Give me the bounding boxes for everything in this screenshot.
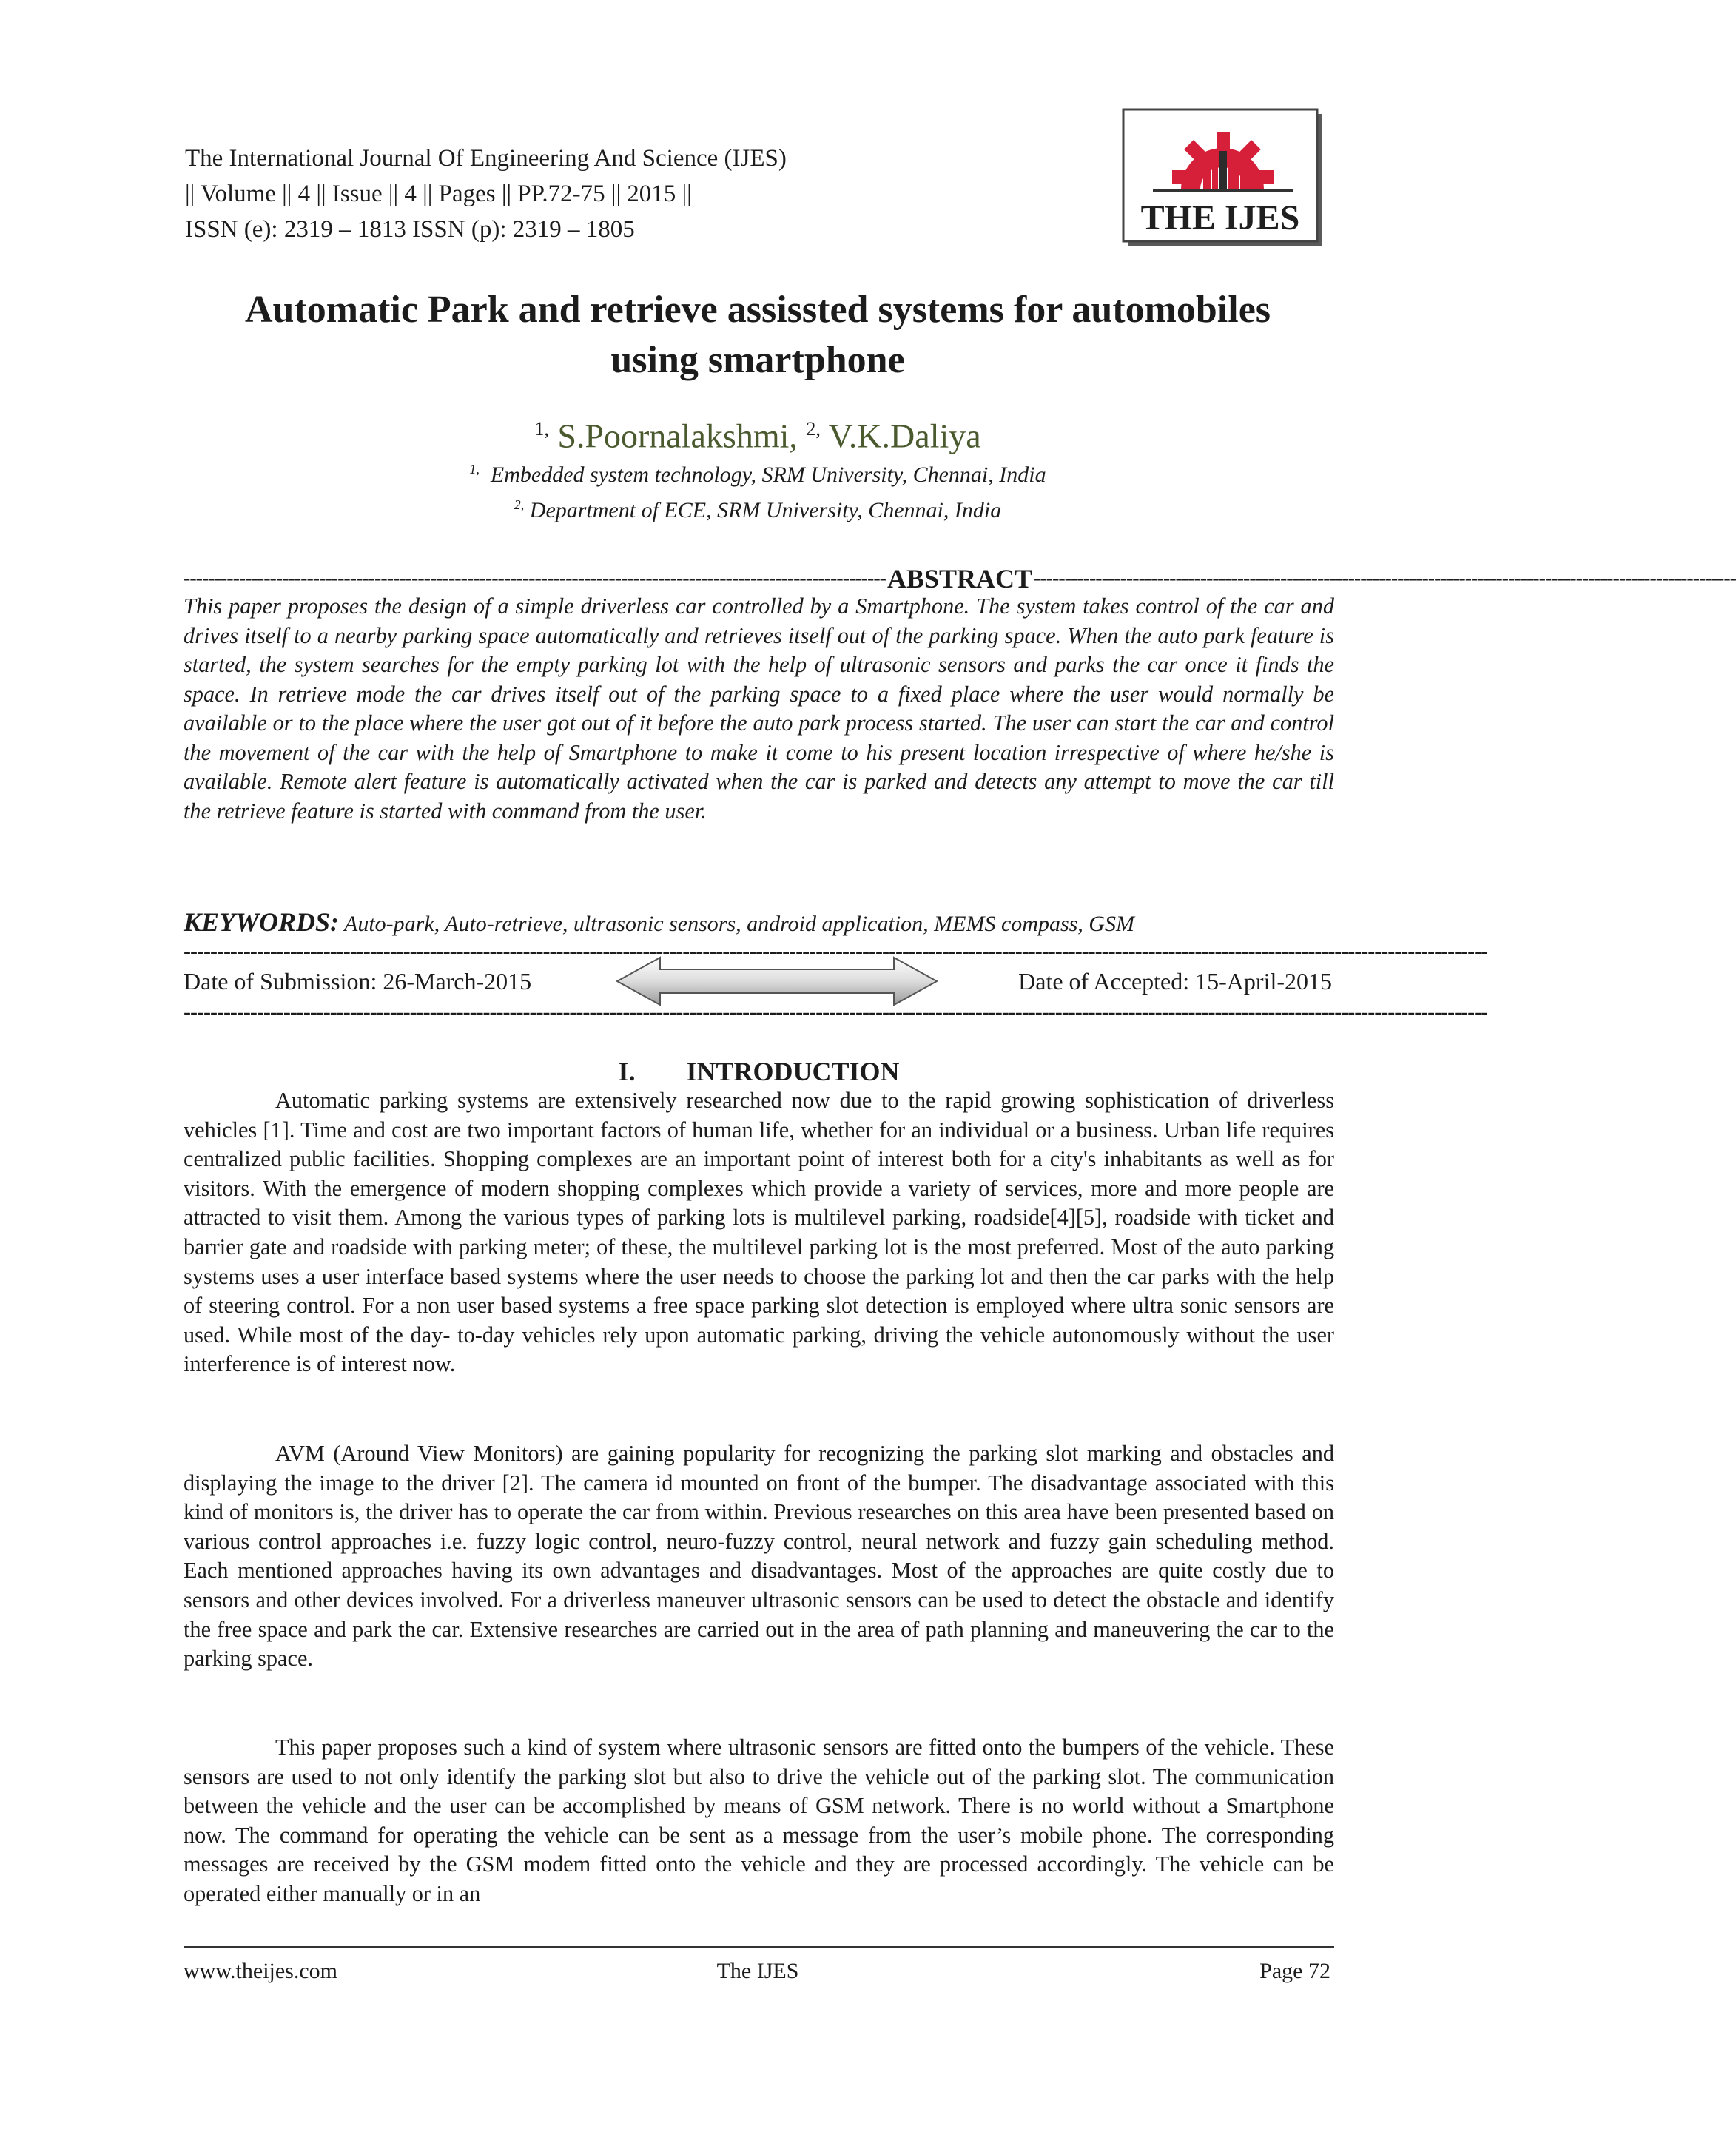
author-1-mark: 1, bbox=[534, 418, 549, 440]
footer-page-number: Page 72 bbox=[1259, 1959, 1330, 1983]
intro-paragraph-2-text: AVM (Around View Monitors) are gaining popularity for recognizing the parking slot marking and obstacles and displaying the image to the driver [2]. The camera id mounted on front of the bumper. The disadvantage associated with this kind of monitors is, the driver has to operate the car from within. Previous researches on this area have been presented based on various control approaches i.e. fuzzy logic control, neuro-fuzzy control, neural network and fuzzy gain scheduling method. Each mentioned approaches having its own advantages and disadvantages. Most of the approaches are quite costly due to sensors and other devices involved. For a driverless maneuver ultrasonic sensors can be used to detect the obstacle and identify the free space and park the car. Extensive researches are carried out in the area of path planning and maneuvering the car to the parking space. bbox=[184, 1441, 1334, 1672]
abstract-body: This paper proposes the design of a simple driverless car controlled by a Smartphone. The system takes control of the car and drives itself to a nearby parking space automatically and retrieves itself out of the parking space. When the auto park feature is started, the system searches for the empty parking lot with the help of ultrasonic sensors and parks the car once it finds the space. In retrieve mode the car drives itself out of the parking space to a fixed place where the user would normally be available or to the place where the user got out of it before the auto park process started. The user can start the car and control the movement of the car with the help of Smartphone to make it come to his present location irrespective of where he/she is available. Remote alert feature is automatically activated when the car is parked and detects any attempt to move the car till the retrieve feature is started with command from the user. bbox=[184, 593, 1334, 824]
dates-divider-bottom: ---------------------------------------------------------------------------------------------------------------------------------------------------------------------------------------------------- bbox=[184, 1000, 1488, 1024]
journal-name: The International Journal Of Engineering And Science (IJES) bbox=[185, 145, 787, 172]
footer-website-link[interactable]: www.theijes.com bbox=[184, 1959, 338, 1983]
section-heading-introduction bbox=[184, 1054, 1334, 1089]
accepted-date: Date of Accepted: 15-April-2015 bbox=[1018, 968, 1332, 995]
logo-text: THE IJES bbox=[1140, 198, 1300, 238]
affiliation-2-text: Department of ECE, SRM University, Chennai, India bbox=[529, 498, 1002, 522]
affiliation-list bbox=[170, 454, 1345, 525]
journal-logo bbox=[1123, 110, 1323, 247]
author-1-name: S.Poornalakshmi, bbox=[557, 417, 798, 455]
intro-paragraph-2 bbox=[184, 1439, 1334, 1674]
paper-title bbox=[170, 285, 1345, 386]
intro-paragraph-1 bbox=[184, 1086, 1334, 1379]
title-line-1: Automatic Park and retrieve assissted systems for automobiles bbox=[244, 289, 1271, 331]
affiliation-1 bbox=[170, 454, 1345, 490]
keywords-label: KEYWORDS: bbox=[184, 907, 340, 937]
journal-header bbox=[185, 141, 999, 247]
keywords-text: Auto-park, Auto-retrieve, ultrasonic sensors, android application, MEMS compass, GSM bbox=[344, 912, 1134, 936]
section-number: I. bbox=[618, 1057, 636, 1086]
intro-paragraph-3-text: This paper proposes such a kind of system where ultrasonic sensors are fitted onto the bumpers of the vehicle. These sensors are used to not only identify the parking slot but also to drive the vehicle out of the parking slot. The communication between the vehicle and the user can be accomplished by means of GSM network. There is no world without a Smartphone now. The command for operating the vehicle can be sent as a message from the user’s mobile phone. The corresponding messages are received by the GSM modem fitted onto the vehicle and they are processed accordingly. The vehicle can be operated either manually or in an bbox=[184, 1735, 1334, 1906]
affiliation-1-mark: 1, bbox=[469, 462, 480, 477]
dates-divider-top: ---------------------------------------------------------------------------------------------------------------------------------------------------------------------------------------------------- bbox=[184, 939, 1488, 963]
affiliation-2-mark: 2, bbox=[514, 497, 525, 512]
intro-paragraph-3 bbox=[184, 1733, 1334, 1909]
abstract-heading: ABSTRACT bbox=[886, 564, 1033, 593]
submission-date: Date of Submission: 26-March-2015 bbox=[184, 968, 532, 995]
volume-line: || Volume || 4 || Issue || 4 || Pages || PP.72-75 || 2015 || bbox=[185, 181, 692, 207]
abstract-divider-left: ------------------------------------------------------------------------------------------------------------------ bbox=[184, 567, 886, 590]
section-title: INTRODUCTION bbox=[686, 1057, 900, 1086]
abstract-divider bbox=[184, 562, 1736, 595]
affiliation-2 bbox=[170, 490, 1345, 525]
footer-divider bbox=[184, 1946, 1334, 1948]
footer-journal: The IJES bbox=[716, 1959, 799, 1983]
keywords bbox=[184, 906, 1334, 941]
intro-paragraph-1-text: Automatic parking systems are extensively researched now due to the rapid growing sophistication of driverless vehicles [1]. Time and cost are two important factors of human life, whether for an individual or a business. Urban life requires centralized public facilities. Shopping complexes are an important point of interest both for a city's inhabitants as well as for visitors. With the emergence of modern shopping complexes which provide a variety of services, more and more people are attracted to visit them. Among the various types of parking lots is multilevel parking, roadside[4][5], roadside with ticket and barrier gate and roadside with parking meter; of these, the multilevel parking lot is the most preferred. Most of the auto parking systems uses a user interface based systems where the user needs to choose the parking lot and then the car parks with the help of steering control. For a non user based systems a free space parking slot detection is employed where ultra sonic sensors are used. While most of the day- to-day vehicles rely upon automatic parking, driving the vehicle autonomously without the user interference is of interest now. bbox=[184, 1088, 1334, 1377]
affiliation-1-text: Embedded system technology, SRM University, Chennai, India bbox=[490, 462, 1046, 487]
author-2-name: V.K.Daliya bbox=[828, 417, 981, 455]
author-list bbox=[170, 406, 1345, 460]
issn-line: ISSN (e): 2319 – 1813 ISSN (p): 2319 – 1805 bbox=[185, 216, 635, 243]
author-2-mark: 2, bbox=[806, 418, 821, 440]
title-line-2: using smartphone bbox=[610, 339, 905, 381]
abstract-divider-right: ------------------------------------------------------------------------------------------------------------------ bbox=[1034, 567, 1736, 590]
